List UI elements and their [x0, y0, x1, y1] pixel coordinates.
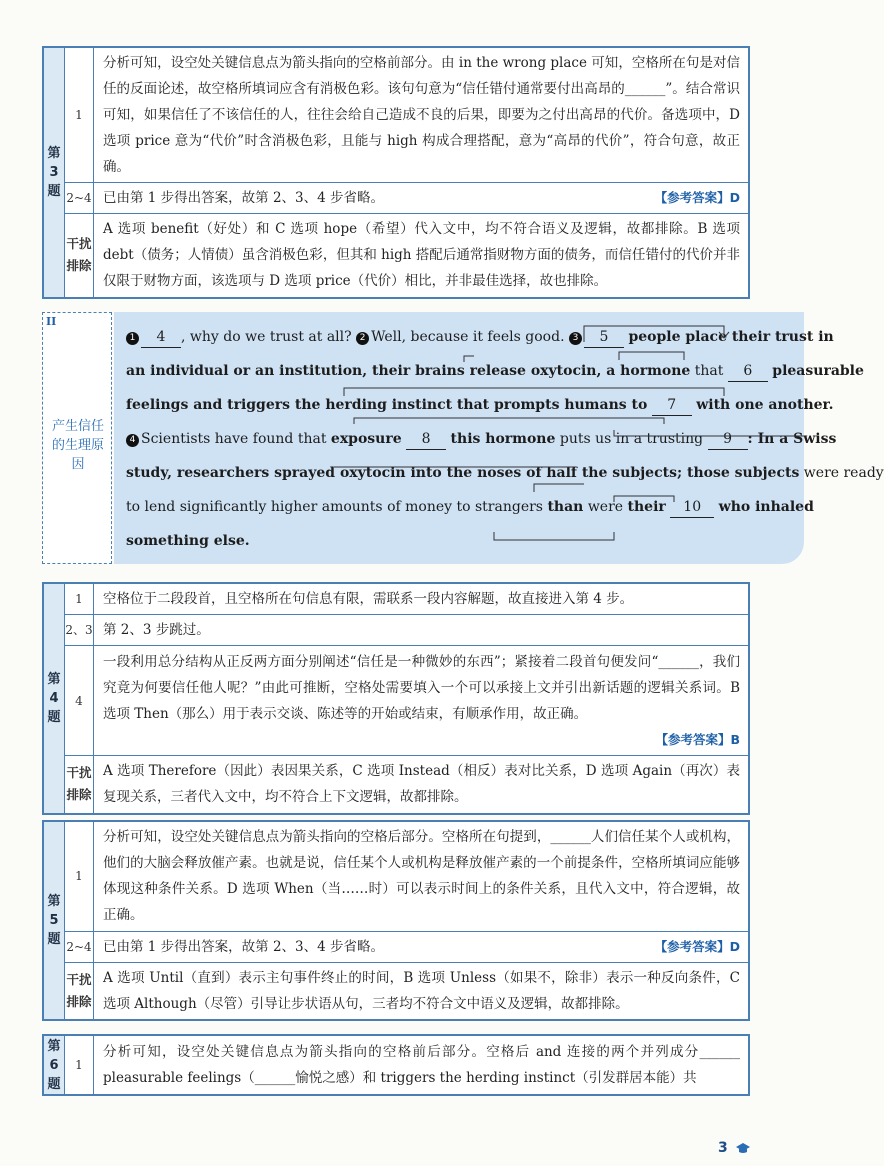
step-text: 空格位于二段段首，且空格所在句信息有限，需联系一段内容解题，故直接进入第 4 步。 [94, 583, 750, 615]
passage-topic-label: 产生信任的生理原因 [51, 419, 104, 472]
blank-7: 7 [652, 395, 692, 416]
distractor-label: 干扰 排除 [65, 214, 94, 298]
distractor-label: 干扰 排除 [65, 756, 94, 814]
sentence-number-2: 2 [356, 332, 369, 345]
distractor-label: 干扰 排除 [65, 962, 94, 1020]
question-4-label: 第 4 题 [43, 583, 65, 814]
passage-line: feelings and triggers the herding instinct that prompts humans to 7 with one another. [126, 388, 796, 422]
blank-8: 8 [406, 429, 446, 450]
step-text: 【参考答案】D 已由第 1 步得出答案，故第 2、3、4 步省略。 [94, 183, 750, 214]
sentence-number-4: 4 [126, 434, 139, 447]
passage-line: an individual or an institution, their brains release oxytocin, a hormone that 6 pleasurable [126, 354, 796, 388]
step-number: 1 [65, 1035, 94, 1095]
step-number: 2、3 [65, 615, 94, 646]
passage-line: something else. [126, 533, 250, 549]
question-6-label: 第 6 题 [43, 1035, 65, 1095]
answer-key: 【参考答案】D [654, 190, 740, 205]
passage-side-column [42, 312, 112, 564]
answer-key: 【参考答案】D [654, 938, 740, 954]
step-text: 分析可知，设空处关键信息点为箭头指向的空格后部分。空格所在句提到，______人们信任某个人或机构，他们的大脑会释放催产素。也就是说，信任某个人或机构是释放催产素的一个前提条件，空格所填词应能够体现这种条件关系。D 选项 When（当……时）可以表示时间上的条件关系，且代入文中，符合逻辑，故正确。 [94, 821, 750, 931]
blank-10: 10 [670, 497, 714, 518]
passage-line: study, researchers sprayed oxytocin into the noses of half the subjects; those subjects were ready [126, 465, 884, 481]
step-text: A 选项 benefit（好处）和 C 选项 hope（希望）代入文中，均不符合语义及逻辑，故都排除。B 选项 debt（债务；人情债）虽含消极色彩，但其和 high 搭配后通常指财物方面的债务，而信任错付的代价并非仅限于财物方面，该选项与 D 选项 price（代价）相比，并非最佳选择，故也排除。 [94, 214, 750, 298]
answer-key: 【参考答案】B [655, 731, 740, 747]
step-text: 第 2、3 步跳过。 [94, 615, 750, 646]
passage-line: to lend significantly higher amounts of money to strangers than were their 10 who inhaled [126, 490, 796, 524]
blank-6: 6 [728, 361, 768, 382]
question-6-table [42, 1034, 750, 1096]
step-text: 分析可知，设空处关键信息点为箭头指向的空格前部分。由 in the wrong place 可知，空格所在句是对信任的反面论述，故空格所填词应含有消极色彩。该句句意为“信任错付通常要付出高昂的______”。结合常识可知，如果信任了不该信任的人，往往会给自己造成不良的后果，即要为之付出高昂的代价。备选项中，D 选项 price 意为“代价”时含消极色彩，且能与 high 构成合理搭配，意为“高昂的代价”，符合句意，故正确。 [94, 47, 750, 183]
graduation-cap-icon [735, 1142, 751, 1154]
passage-line: 4 Scientists have found that exposure 8 this hormone puts us in a trusting 9 : In a Swiss [126, 422, 796, 456]
paragraph-roman-numeral: II [46, 315, 57, 328]
step-number: 2~4 [65, 931, 94, 962]
step-number: 1 [65, 583, 94, 615]
sentence-number-3: 3 [569, 332, 582, 345]
question-3-table [42, 46, 750, 299]
reading-passage-panel [42, 312, 884, 564]
passage-line: 1 4 , why do we trust at all? 2 Well, because it feels good. 3 5 people place their trust in [126, 320, 796, 354]
question-4-table [42, 582, 750, 815]
question-5-label: 第 5 题 [43, 821, 65, 1020]
blank-4: 4 [141, 327, 181, 348]
step-text: A 选项 Therefore（因此）表因果关系，C 选项 Instead（相反）表对比关系，D 选项 Again（再次）表复现关系，三者代入文中，均不符合上下文逻辑，故都排除。 [94, 756, 750, 814]
step-number: 1 [65, 47, 94, 183]
question-3-label: 第 3 题 [43, 47, 65, 298]
step-text: 【参考答案】D 已由第 1 步得出答案，故第 2、3、4 步省略。 [94, 931, 750, 962]
sentence-number-1: 1 [126, 332, 139, 345]
blank-9: 9 [708, 429, 748, 450]
step-number: 1 [65, 821, 94, 931]
step-number: 2~4 [65, 183, 94, 214]
step-text: 分析可知，设空处关键信息点为箭头指向的空格前后部分。空格后 and 连接的两个并列成分______ pleasurable feelings（______愉悦之感）和 triggers the herding instinct（引发群居本能）共 [94, 1035, 750, 1095]
page-number: 3 [718, 1140, 728, 1156]
passage-body [114, 312, 884, 564]
question-5-table [42, 820, 750, 1021]
step-number: 4 [65, 646, 94, 756]
step-text: A 选项 Until（直到）表示主句事件终止的时间，B 选项 Unless（如果不，除非）表示一种反向条件，C 选项 Although（尽管）引导让步状语从句，三者均不符合文中语义及逻辑，故都排除。 [94, 962, 750, 1020]
step-text: 一段利用总分结构从正反两方面分别阐述“信任是一种微妙的东西”；紧接着二段首句便发问“______，我们究竟为何要信任他人呢？”由此可推断，空格处需要填入一个可以承接上文并引出新话题的逻辑关系词。B 选项 Then（那么）用于表示交谈、陈述等的开始或结束，有顺承作用，故正确。 【参考答案】B [94, 646, 750, 756]
blank-5: 5 [584, 327, 624, 348]
